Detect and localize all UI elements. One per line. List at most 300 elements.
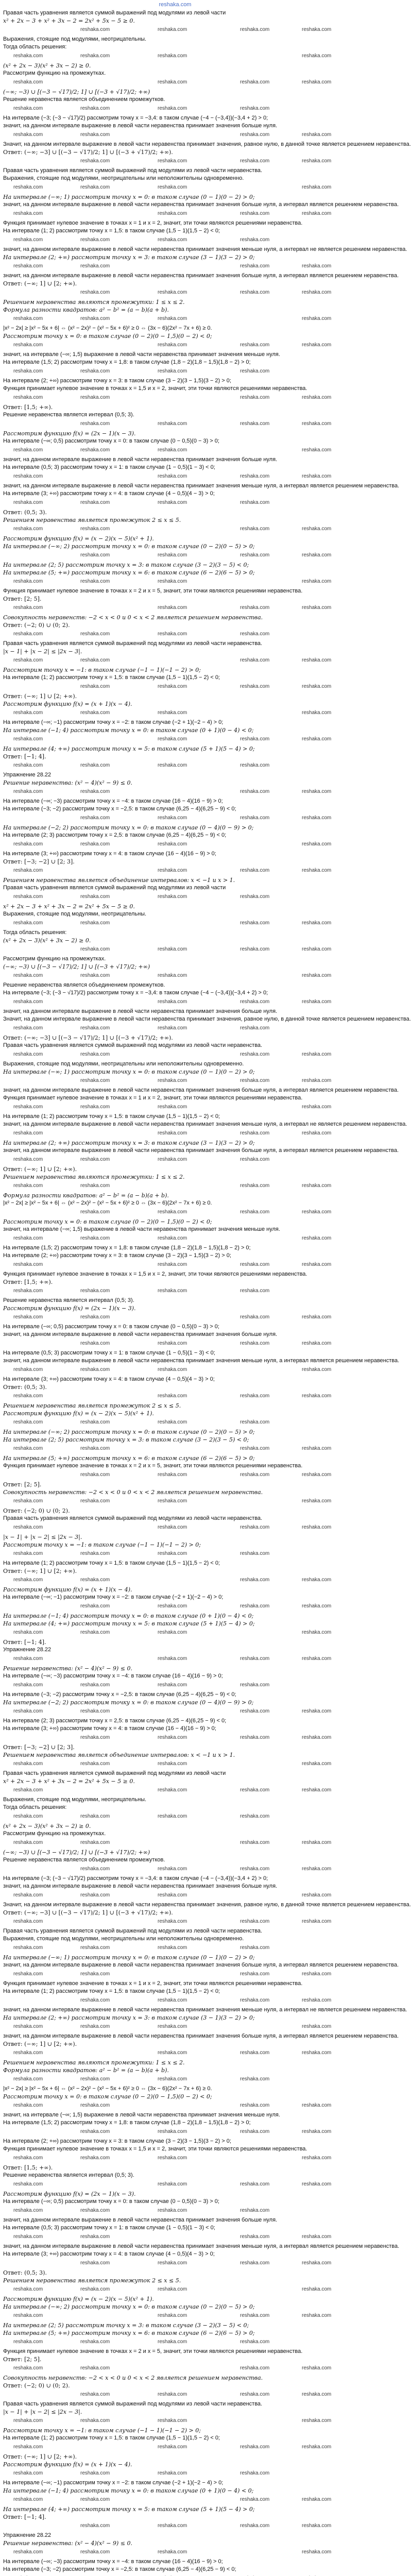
watermark-text: reshaka.com [158, 1288, 187, 1294]
text-line: На интервале (0,5; 3) рассмотрим точку x = 1: в таком случае (1 − 0,5)(1 − 3) < 0; [3, 464, 215, 470]
watermark-text: reshaka.com [302, 1104, 332, 1110]
text-line: Правая часть уравнения является суммой выражений под модулями из левой части неравенства. [3, 640, 263, 647]
watermark-text: reshaka.com [158, 579, 187, 584]
watermark-text: reshaka.com [302, 1262, 332, 1267]
math-line: Рассмотрим функцию f(x) = (2x − 1)(x − 3). [3, 430, 136, 437]
watermark-row [3, 2022, 348, 2032]
watermark-text: reshaka.com [158, 2260, 187, 2266]
watermark-text: reshaka.com [13, 53, 43, 59]
watermark-text: reshaka.com [80, 1209, 110, 1215]
watermark-text: reshaka.com [302, 1840, 332, 1845]
watermark-row [3, 2495, 348, 2505]
watermark-text: reshaka.com [240, 736, 270, 742]
watermark-text: reshaka.com [80, 841, 110, 847]
watermark-text: reshaka.com [302, 1052, 332, 1057]
watermark-text: reshaka.com [80, 1341, 110, 1346]
watermark-text: reshaka.com [240, 605, 270, 611]
watermark-text: reshaka.com [13, 132, 43, 138]
answer-line: Ответ: [−1; 4]. [3, 2514, 46, 2520]
watermark-text: reshaka.com [158, 2523, 187, 2529]
watermark-text: reshaka.com [13, 1630, 43, 1635]
watermark-row [3, 261, 348, 272]
watermark-row [3, 1943, 348, 1954]
watermark-row [3, 1470, 348, 1481]
text-line: значит, на данном интервале выражение в левой части неравенства принимает значения больше нуля, а интервал является решением неравенства. [3, 1962, 399, 1968]
text-line: На интервале (1; 2) рассмотрим точку x = 1,5: в таком случае (1,5 − 1)(1,5 − 2) < 0; [3, 2435, 220, 2441]
watermark-text: reshaka.com [240, 2050, 270, 2056]
text-line: Рассмотрим функцию на промежутках. [3, 1831, 106, 1837]
math-line: |x − 1| + |x − 2| ≤ |2x − 3|. [3, 648, 82, 655]
watermark-text: reshaka.com [158, 1157, 187, 1162]
watermark-text: reshaka.com [302, 2549, 332, 2555]
watermark-row [3, 1811, 348, 1822]
math-line: Рассмотрим функцию f(x) = (x + 1)(x − 4). [3, 701, 132, 707]
watermark-text: reshaka.com [158, 2444, 187, 2450]
watermark-text: reshaka.com [158, 368, 187, 374]
watermark-text: reshaka.com [158, 2024, 187, 2029]
watermark-row [3, 393, 348, 403]
text-line: значит, на интервале (−∞; 1,5) выражение в левой части неравенства принимает значения меньше нуля. [3, 2112, 280, 2118]
watermark-text: reshaka.com [158, 2129, 187, 2134]
text-line: Решение неравенства является интервал (0,5; 3). [3, 412, 134, 418]
math-line: На интервале (−∞; 1) рассмотрим точку x = 0: в таком случае (0 − 1)(0 − 2) > 0; [3, 194, 255, 200]
watermark-text: reshaka.com [13, 1157, 43, 1162]
math-line: Рассмотрим функцию f(x) = (x + 1)(x − 4). [3, 2461, 132, 2468]
watermark-text: reshaka.com [302, 868, 332, 873]
text-line: значит, на данном интервале выражение в левой части неравенства принимает значения больше нуля. [3, 1883, 278, 1889]
watermark-row [3, 1601, 348, 1612]
watermark-text: reshaka.com [80, 1052, 110, 1057]
watermark-row [3, 839, 348, 850]
text-line: значит, на данном интервале выражение в левой части неравенства принимает значения больше нуля. [3, 456, 278, 463]
watermark-row [3, 2284, 348, 2295]
watermark-text: reshaka.com [13, 1787, 43, 1793]
math-line: На интервале (4; +∞) рассмотрим точку x = 5: в таком случае (5 + 1)(5 − 4) > 0; [3, 1620, 255, 1627]
watermark-text: reshaka.com [240, 789, 270, 794]
watermark-text: reshaka.com [302, 1603, 332, 1609]
watermark-text: reshaka.com [80, 184, 110, 190]
math-line: Решением неравенства являются промежутки: 1 ≤ x ≤ 2. [3, 2059, 185, 2066]
watermark-text: reshaka.com [240, 158, 270, 164]
math-line: Рассмотрим точку x = −1: в таком случае (−1 − 1)(−1 − 2) > 0; [3, 667, 201, 673]
text-line: Функция принимает нулевое значение в точках x = 1,5 и x = 2, значит, эти точки являются решениями неравенства. [3, 2146, 307, 2152]
math-line: Совокупность неравенств: −2 < x < 0 и 0 < x < 2 является решением неравенства. [3, 1489, 263, 1496]
math-line: На интервале (−∞; 2) рассмотрим точку x = 0: в таком случае (0 − 2)(0 − 5) > 0; [3, 2303, 255, 2310]
watermark-text: reshaka.com [302, 2234, 332, 2240]
watermark-text: reshaka.com [158, 1551, 187, 1556]
watermark-text: reshaka.com [240, 106, 270, 111]
answer-line: Ответ: [2; 5]. [3, 596, 42, 602]
watermark-text: reshaka.com [158, 447, 187, 453]
watermark-row [3, 1706, 348, 1717]
watermark-text: reshaka.com [13, 2549, 43, 2555]
answer-line: Ответ: (−∞; 1] ∪ [2; +∞). [3, 280, 77, 287]
math-line: На интервале (2; 5) рассмотрим точку x = 3: в таком случае (3 − 2)(3 − 5) < 0; [3, 562, 249, 568]
text-line: значит, на данном интервале выражение в левой части неравенства принимает значения больше нуля, а интервал является решением неравенства. [3, 273, 399, 279]
watermark-text: reshaka.com [80, 2155, 110, 2161]
watermark-row [3, 2573, 348, 2576]
text-line: Тогда область решения: [3, 929, 67, 936]
watermark-text: reshaka.com [158, 2181, 187, 2187]
watermark-text: reshaka.com [240, 2103, 270, 2108]
watermark-row [3, 577, 348, 587]
watermark-text: reshaka.com [158, 1025, 187, 1031]
watermark-row [3, 1128, 348, 1139]
watermark-text: reshaka.com [158, 2076, 187, 2082]
watermark-row [3, 1286, 348, 1297]
watermark-text: reshaka.com [158, 973, 187, 978]
watermark-text: reshaka.com [302, 1708, 332, 1714]
math-line: На интервале (−1; 4) рассмотрим точку x = 0: в таком случае (0 + 1)(0 − 4) < 0; [3, 727, 254, 734]
watermark-text: reshaka.com [80, 2103, 110, 2108]
text-line: Решение неравенства является объединением промежутков. [3, 982, 165, 988]
text-line: На интервале (1; 2) рассмотрим точку x = 1,5: в таком случае (1,5 − 1)(1,5 − 2) < 0; [3, 674, 220, 681]
watermark-text: reshaka.com [302, 342, 332, 348]
watermark-text: reshaka.com [80, 946, 110, 952]
math-line: Рассмотрим точку x = −1: в таком случае (−1 − 1)(−1 − 2) > 0; [3, 1541, 201, 1548]
watermark-text: reshaka.com [158, 1603, 187, 1609]
watermark-text: reshaka.com [80, 2497, 110, 2502]
watermark-text: reshaka.com [240, 132, 270, 138]
watermark-text: reshaka.com [158, 342, 187, 348]
watermark-text: reshaka.com [240, 237, 270, 243]
math-line: Рассмотрим функцию f(x) = (x − 2)(x − 5)(x² + 1). [3, 535, 154, 542]
watermark-text: reshaka.com [158, 1761, 187, 1767]
watermark-text: reshaka.com [158, 552, 187, 558]
watermark-text: reshaka.com [13, 1235, 43, 1241]
text-line: На интервале (2; +∞) рассмотрим точку x = 3: в таком случае (3 − 2)(3 − 1,5)(3 − 2) > 0; [3, 378, 231, 384]
watermark-row [3, 1365, 348, 1376]
math-line: На интервале (−∞; 2) рассмотрим точку x = 0: в таком случае (0 − 2)(0 − 5) > 0; [3, 1429, 255, 1435]
watermark-text: reshaka.com [158, 158, 187, 164]
text-line: значит, на данном интервале выражение в левой части неравенства принимает значения меньше нуля, а интервал не является решением неравенства. [3, 246, 407, 252]
watermark-text: reshaka.com [13, 868, 43, 873]
watermark-text: reshaka.com [302, 605, 332, 611]
watermark-text: reshaka.com [158, 1814, 187, 1819]
watermark-text: reshaka.com [158, 841, 187, 847]
watermark-row [3, 445, 348, 456]
math-line: (−∞; −3) ∪ [(−3 − √17)/2; 1] ∪ [(−3 + √17)/2; +∞) [3, 89, 150, 95]
watermark-text: reshaka.com [240, 1603, 270, 1609]
watermark-row [3, 1338, 348, 1349]
text-line: На интервале (−3; (−3 − √17)/2) рассмотрим точку x = −3,4: в таком случае (−4 − (−3,4))(−3,4 + 2) > 0; [3, 115, 268, 121]
math-line: На интервале (−2; 2) рассмотрим точку x = 0: в таком случае (0 − 4)(0 − 9) > 0; [3, 1699, 254, 1706]
answer-line: Ответ: [2; 5]. [3, 2356, 42, 2363]
watermark-text: reshaka.com [240, 526, 270, 532]
watermark-text: reshaka.com [13, 2050, 43, 2056]
text-line: Правая часть уравнения является суммой выражений под модулями из левой части неравенства. [3, 2401, 263, 2407]
watermark-text: reshaka.com [240, 2365, 270, 2371]
answer-line: Ответ: (−∞; −3] ∪ [(−3 − √17)/2; 1] ∪ [(−3 + √17)/2; +∞). [3, 1035, 173, 1041]
text-line: На интервале (0,5; 3) рассмотрим точку x = 1: в таком случае (1 − 0,5)(1 − 3) < 0; [3, 2225, 215, 2231]
watermark-text: reshaka.com [158, 605, 187, 611]
watermark-row [3, 2337, 348, 2348]
text-line: Правая часть уравнения является суммой выражений под модулями из левой части [3, 885, 226, 891]
math-line: На интервале (5; +∞) рассмотрим точку x = 6: в таком случае (6 − 2)(6 − 5) > 0; [3, 1455, 255, 1462]
watermark-text: reshaka.com [302, 579, 332, 584]
watermark-text: reshaka.com [240, 1288, 270, 1294]
watermark-text: reshaka.com [158, 1262, 187, 1267]
watermark-text: reshaka.com [158, 184, 187, 190]
watermark-row [3, 2153, 348, 2164]
text-line: На интервале (−∞; 0,5) рассмотрим точку x = 0: в таком случае (0 − 0,5)(0 − 3) > 0; [3, 2198, 219, 2205]
watermark-text: reshaka.com [240, 2129, 270, 2134]
math-line: Рассмотрим точку x = 0: в таком случае (0 − 2)(0 − 1,5)(0 − 2) < 0; [3, 333, 212, 340]
text-line: Упражнение 28.22 [3, 2532, 52, 2538]
watermark-text: reshaka.com [302, 1971, 332, 1977]
watermark-text: reshaka.com [302, 973, 332, 978]
watermark-text: reshaka.com [158, 1341, 187, 1346]
watermark-row [3, 2179, 348, 2190]
watermark-row [3, 550, 348, 561]
text-line: Функция принимает нулевое значение в точках x = 1,5 и x = 2, значит, эти точки являются решениями неравенства. [3, 1271, 307, 1277]
answer-line: Ответ: [1,5; +∞). [3, 1279, 53, 1285]
watermark-text: reshaka.com [80, 1603, 110, 1609]
text-line: значит, на данном интервале выражение в левой части неравенства принимает значения больше нуля, а интервал является решением неравенства. [3, 2033, 399, 2039]
watermark-row [3, 1233, 348, 1244]
text-line: На интервале (−∞; −3) рассмотрим точку x = −4: в таком случае (16 − 4)(16 − 9) > 0; [3, 2558, 223, 2565]
text-line: На интервале (−3; −2) рассмотрим точку x = −2,5: в таком случае (6,25 − 4)(6,25 − 9) < 0; [3, 2566, 236, 2572]
watermark-row [3, 1890, 348, 1901]
watermark-text: reshaka.com [13, 342, 43, 348]
watermark-text: reshaka.com [302, 2418, 332, 2424]
watermark-text: reshaka.com [13, 500, 43, 505]
math-line: Решение неравенства: (x² − 4)(x² − 9) ≤ 0. [3, 1665, 132, 1672]
site-header[interactable]: reshaka.com [159, 2, 192, 8]
math-line: На интервале (−1; 4) рассмотрим точку x = 0: в таком случае (0 + 1)(0 − 4) < 0; [3, 2487, 254, 2494]
text-line: Выражения, стоящие под модулями, неотрицательны или неположительны одновременно. [3, 1061, 244, 1067]
text-line: На интервале (1,5; 2) рассмотрим точку x = 1,8: в таком случае (1,8 − 2)(1,8 − 1,5)(1,8 − 2) > 0; [3, 1245, 251, 1251]
watermark-text: reshaka.com [302, 1892, 332, 1898]
watermark-text: reshaka.com [80, 1472, 110, 1478]
text-line: На интервале (−3; (−3 − √17)/2) рассмотрим точку x = −3,4: в таком случае (−4 − (−3,4))(−3,4 + 2) > 0; [3, 1875, 268, 1882]
answer-line: Ответ: (−∞; 1] ∪ [2; +∞). [3, 2041, 77, 2047]
watermark-text: reshaka.com [240, 395, 270, 400]
text-line: Выражения, стоящие под модулями, неотрицательны или неположительны одновременно. [3, 175, 244, 181]
watermark-text: reshaka.com [240, 1209, 270, 1215]
math-line: Решением неравенства является промежуток 2 ≤ x ≤ 5. [3, 517, 181, 523]
watermark-text: reshaka.com [13, 2234, 43, 2240]
watermark-text: reshaka.com [158, 2418, 187, 2424]
watermark-text: reshaka.com [13, 2103, 43, 2108]
watermark-text: reshaka.com [158, 53, 187, 59]
watermark-text: reshaka.com [302, 1524, 332, 1530]
answer-line: Ответ: (−∞; −3] ∪ [(−3 − √17)/2; 1] ∪ [(−3 + √17)/2; +∞). [3, 149, 173, 156]
watermark-row [3, 1838, 348, 1849]
watermark-text: reshaka.com [302, 684, 332, 689]
watermark-text: reshaka.com [302, 53, 332, 59]
watermark-text: reshaka.com [240, 1157, 270, 1162]
math-line: Рассмотрим функцию f(x) = (2x − 1)(x − 3). [3, 1305, 136, 1312]
watermark-text: reshaka.com [80, 2365, 110, 2371]
watermark-text: reshaka.com [240, 1997, 270, 2003]
watermark-text: reshaka.com [13, 1761, 43, 1767]
watermark-text: reshaka.com [302, 710, 332, 716]
watermark-text: reshaka.com [302, 2365, 332, 2371]
watermark-text: reshaka.com [80, 789, 110, 794]
watermark-text: reshaka.com [240, 1393, 270, 1399]
watermark-text: reshaka.com [302, 2103, 332, 2108]
text-line: Тогда область решения: [3, 44, 67, 50]
watermark-text: reshaka.com [80, 368, 110, 374]
watermark-text: reshaka.com [302, 1735, 332, 1740]
text-line: На интервале (−3; −2) рассмотрим точку x = −2,5: в таком случае (6,25 − 4)(6,25 − 9) < 0; [3, 806, 236, 812]
watermark-text: reshaka.com [240, 263, 270, 269]
watermark-row [3, 2127, 348, 2138]
watermark-text: reshaka.com [13, 1419, 43, 1425]
watermark-row [3, 2100, 348, 2111]
math-line: Решением неравенства являются промежутки: 1 ≤ x ≤ 2. [3, 299, 185, 306]
watermark-text: reshaka.com [13, 2497, 43, 2502]
watermark-text: reshaka.com [13, 1262, 43, 1267]
watermark-row [3, 1995, 348, 2006]
watermark-text: reshaka.com [80, 2129, 110, 2134]
watermark-text: reshaka.com [13, 473, 43, 479]
text-line: Функция принимает нулевое значение в точках x = 1 и x = 2, значит, эти точки являются решениями неравенства. [3, 1980, 303, 1987]
text-line: Функция принимает нулевое значение в точках x = 1 и x = 2, значит, эти точки являются решениями неравенства. [3, 1095, 303, 1101]
math-line: На интервале (4; +∞) рассмотрим точку x = 5: в таком случае (5 + 1)(5 − 4) > 0; [3, 745, 255, 752]
watermark-text: reshaka.com [240, 946, 270, 952]
watermark-text: reshaka.com [158, 1945, 187, 1951]
text-line: На интервале (2; 3) рассмотрим точку x = 2,5: в таком случае (6,25 − 4)(6,25 − 9) < 0; [3, 1718, 227, 1724]
watermark-row [3, 708, 348, 719]
watermark-text: reshaka.com [80, 500, 110, 505]
watermark-text: reshaka.com [240, 2470, 270, 2476]
watermark-row [3, 1155, 348, 1165]
watermark-text: reshaka.com [13, 710, 43, 716]
text-line: |x² − 2x| ≥ |x² − 5x + 6| ⇔ (x² − 2x)² − (x² − 5x + 6)² ≥ 0 ⇔ (3x − 6)(2x² − 7x + 6) ≥ 0. [3, 1200, 212, 1206]
watermark-row [3, 734, 348, 745]
math-line: Совокупность неравенств: −2 < x < 0 и 0 < x < 2 является решением неравенства. [3, 2375, 263, 2381]
text-line: Правая часть уравнения является суммой выражений под модулями из левой части неравенства. [3, 1042, 263, 1048]
math-line: (x² + 2x − 3)(x² + 3x − 2) ≥ 0. [3, 1823, 91, 1829]
watermark-text: reshaka.com [158, 1735, 187, 1740]
watermark-text: reshaka.com [80, 1025, 110, 1031]
watermark-row [3, 760, 348, 771]
watermark-row [3, 1444, 348, 1454]
watermark-row [3, 77, 348, 88]
text-line: значит, на интервале (−∞; 1,5) выражение в левой части неравенства принимает значения меньше нуля. [3, 351, 280, 358]
text-line: значит, на данном интервале выражение в левой части неравенства принимает значения меньше нуля, а интервал не является решением неравенства. [3, 1121, 407, 1127]
watermark-row [3, 2389, 348, 2400]
watermark-row [3, 1023, 348, 1034]
watermark-text: reshaka.com [13, 526, 43, 532]
watermark-text: reshaka.com [13, 1892, 43, 1898]
math-line: Совокупность неравенств: −2 < x < 0 и 0 < x < 2 является решением неравенства. [3, 614, 263, 621]
math-line: Решением неравенства является объединение интервалов: x < −1 и x > 1. [3, 877, 235, 884]
watermark-row [3, 2206, 348, 2216]
watermark-text: reshaka.com [302, 184, 332, 190]
watermark-row [3, 130, 348, 141]
watermark-row [3, 2547, 348, 2558]
text-line: На интервале (3; +∞) рассмотрим точку x = 4: в таком случае (4 − 0,5)(4 − 3) > 0; [3, 490, 215, 497]
watermark-text: reshaka.com [13, 1367, 43, 1372]
watermark-row [3, 1549, 348, 1560]
watermark-text: reshaka.com [80, 526, 110, 532]
text-line: На интервале (−∞; −3) рассмотрим точку x = −4: в таком случае (16 − 4)(16 − 9) > 0; [3, 1673, 223, 1679]
watermark-text: reshaka.com [13, 1314, 43, 1320]
watermark-text: reshaka.com [158, 1393, 187, 1399]
watermark-text: reshaka.com [13, 2418, 43, 2424]
watermark-text: reshaka.com [13, 2208, 43, 2213]
watermark-row [3, 2311, 348, 2321]
watermark-text: reshaka.com [240, 1682, 270, 1688]
watermark-text: reshaka.com [158, 1472, 187, 1478]
watermark-row [3, 1260, 348, 1270]
watermark-row [3, 997, 348, 1008]
watermark-text: reshaka.com [302, 2024, 332, 2029]
watermark-text: reshaka.com [302, 421, 332, 427]
watermark-text: reshaka.com [13, 657, 43, 663]
text-line: Значит, на данном интервале выражение в левой части неравенства принимает значения, равное нулю, в данной точке является решением неравенства. [3, 141, 411, 147]
watermark-text: reshaka.com [240, 1314, 270, 1320]
watermark-text: reshaka.com [13, 1025, 43, 1031]
watermark-row [3, 340, 348, 351]
watermark-text: reshaka.com [80, 132, 110, 138]
watermark-text: reshaka.com [240, 657, 270, 663]
answer-line: Ответ: (−∞; 1] ∪ [2; +∞). [3, 2453, 77, 2460]
watermark-text: reshaka.com [302, 1235, 332, 1241]
watermark-text: reshaka.com [80, 2286, 110, 2292]
watermark-text: reshaka.com [302, 946, 332, 952]
text-line: |x² − 2x| ≥ |x² − 5x + 6| ⇔ (x² − 2x)² − (x² − 5x + 6)² ≥ 0 ⇔ (3x − 6)(2x² − 7x + 6) ≥ 0. [3, 325, 212, 331]
math-line: Рассмотрим функцию f(x) = (2x − 1)(x − 3). [3, 2191, 136, 2197]
watermark-row [3, 944, 348, 955]
watermark-row [3, 2363, 348, 2374]
watermark-text: reshaka.com [80, 684, 110, 689]
watermark-text: reshaka.com [13, 605, 43, 611]
text-line: значит, на данном интервале выражение в левой части неравенства принимает значения больше нуля, а интервал является решением неравенства. [3, 1147, 399, 1154]
watermark-text: reshaka.com [240, 999, 270, 1005]
math-line: На интервале (5; +∞) рассмотрим точку x = 6: в таком случае (6 − 2)(6 − 5) > 0; [3, 2330, 255, 2336]
watermark-text: reshaka.com [158, 1656, 187, 1662]
math-line: На интервале (−∞; 1) рассмотрим точку x = 0: в таком случае (0 − 1)(0 − 2) > 0; [3, 1954, 255, 1961]
text-line: Функция принимает нулевое значение в точках x = 2 и x = 5, значит, эти точки являются решениями неравенства. [3, 588, 303, 594]
watermark-text: reshaka.com [158, 1209, 187, 1215]
watermark-text: reshaka.com [80, 1235, 110, 1241]
watermark-text: reshaka.com [80, 2549, 110, 2555]
watermark-row [3, 2048, 348, 2059]
watermark-text: reshaka.com [80, 290, 110, 295]
watermark-text: reshaka.com [80, 1682, 110, 1688]
text-line: На интервале (−∞; −1) рассмотрим точку x = −2: в таком случае (−2 + 1)(−2 − 4) > 0; [3, 1594, 224, 1600]
watermark-row [3, 1917, 348, 1927]
watermark-text: reshaka.com [240, 473, 270, 479]
text-line: На интервале (1,5; 2) рассмотрим точку x = 1,8: в таком случае (1,8 − 2)(1,8 − 1,5)(1,8 − 2) > 0; [3, 2120, 251, 2126]
watermark-text: reshaka.com [13, 1814, 43, 1819]
watermark-text: reshaka.com [302, 2286, 332, 2292]
answer-line: Ответ: [1,5; +∞). [3, 404, 53, 411]
watermark-text: reshaka.com [80, 631, 110, 637]
watermark-text: reshaka.com [240, 2497, 270, 2502]
watermark-row [3, 1654, 348, 1665]
text-line: Тогда область решения: [3, 1804, 67, 1810]
text-line: На интервале (−3; (−3 − √17)/2) рассмотрим точку x = −3,4: в таком случае (−4 − (−3,4))(−3,4 + 2) > 0; [3, 990, 268, 996]
watermark-row [3, 1680, 348, 1691]
watermark-text: reshaka.com [158, 500, 187, 505]
watermark-text: reshaka.com [240, 1052, 270, 1057]
watermark-text: reshaka.com [302, 841, 332, 847]
watermark-text: reshaka.com [158, 316, 187, 321]
watermark-row [3, 1391, 348, 1402]
math-line: Решением неравенства является промежуток 2 ≤ x ≤ 5. [3, 2277, 181, 2284]
watermark-text: reshaka.com [13, 2339, 43, 2345]
text-line: значит, на данном интервале выражение в левой части неравенства принимает значения больше нуля. [3, 1331, 278, 1337]
watermark-text: reshaka.com [80, 1498, 110, 1504]
watermark-text: reshaka.com [13, 973, 43, 978]
watermark-row [3, 471, 348, 482]
watermark-text: reshaka.com [240, 1078, 270, 1083]
